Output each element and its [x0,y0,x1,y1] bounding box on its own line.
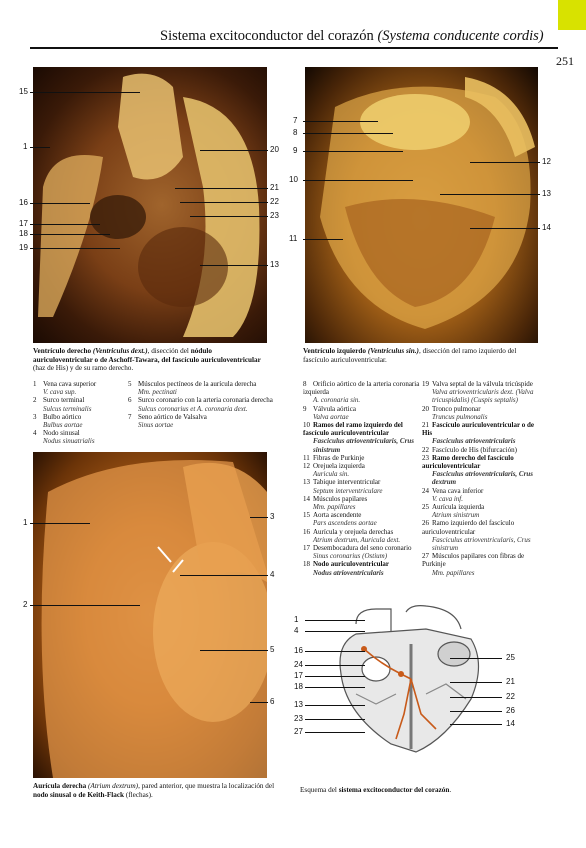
legend-latin-term: Sinus aortae [138,421,174,430]
legend-item [303,478,420,486]
legend-item [33,413,128,421]
leader-line [30,523,90,524]
leader-line [305,687,365,688]
photo1-label-22: 22 [270,197,279,206]
legend-number: 12 [303,462,310,471]
photo2-label-12: 12 [542,157,551,166]
photo1-label-19: 19 [19,243,28,252]
caption-text: (haz de His) y de su ramo derecho. [33,364,134,373]
photo3-label-3: 3 [270,512,275,521]
legend-latin-term: Pars ascendens aortae [313,519,377,528]
legend-item [303,544,420,552]
leader-line [303,239,343,240]
leader-line [450,682,502,683]
photo-left-ventricle [305,67,538,343]
caption-text: (flechas). [125,790,153,799]
leader-line [30,203,90,204]
legend-term: Músculos papilares [313,494,368,503]
legend-number: 10 [303,421,310,430]
legend-item [303,511,420,519]
legend-item [303,528,420,536]
legend-item [33,396,128,404]
leader-line [303,133,393,134]
legend-number: 2 [33,396,37,405]
diagram-label: 14 [506,719,515,728]
photo1-shapes [33,67,267,343]
leader-line [200,265,268,266]
legend-latin-term: Atrium dextrum, Auricula dext. [313,535,401,544]
legend-number: 8 [303,380,307,388]
legend-term: Seno aórtico de Valsalva [138,412,207,421]
photo1-label-1: 1 [23,142,28,151]
legend-list-col2 [422,380,540,577]
legend-latin-term: Valva aortae [313,412,349,421]
legend-item [422,552,540,568]
caption-text: , disección del ramo izquierdo del fascículo auriculoventricular. [303,347,517,364]
legend-item [422,454,540,470]
photo1-label-16: 16 [19,198,28,207]
photo2-label-13: 13 [542,189,551,198]
leader-line [180,575,268,576]
caption-text: . [449,786,452,794]
diagram-label: 1 [294,615,299,624]
legend-term: Fascículo auriculoventricular o de His [422,421,534,438]
leader-line [303,121,378,122]
photo1-label-13: 13 [270,260,279,269]
legend-term: Vena cava superior [43,380,97,388]
legend-latin-term: A. coronaria sin. [313,396,361,405]
legend-item [303,560,420,568]
legend-latin-term: Sulcus coronarius et A. coronaria dext. [138,404,248,413]
photo2-label-14: 14 [542,223,551,232]
photo2-shapes [305,67,538,343]
leader-line [305,705,365,706]
legend-latin-term: Mm. papillares [432,568,475,577]
diagram-label: 27 [294,727,303,736]
photo2-label-7: 7 [293,116,298,125]
legend-latin-term: Nodus sinuatrialis [43,437,95,446]
legend-item [303,405,420,413]
photo3-label-6: 6 [270,697,275,706]
title-latin: (Systema conducente cordis) [377,28,544,44]
photo1-label-23: 23 [270,211,279,220]
photo1-label-18: 18 [19,229,28,238]
caption-text: Esquema del [300,786,337,794]
legend-number: 20 [422,404,429,413]
legend-number: 14 [303,494,310,503]
legend-latin-term: Sinus coronarius (Ostium) [313,552,388,561]
legend-number: 25 [422,503,429,512]
legend-term: Surco coronario con la arteria coronaria derecha [138,396,273,405]
leader-line [303,180,413,181]
legend-term: Fascículo de His (bifurcación) [432,445,517,454]
caption-latin: (Atrium dextrum) [87,782,139,790]
leader-line [305,719,365,720]
photo2-label-8: 8 [293,128,298,137]
figure1-caption [33,347,273,373]
legend-item [128,380,278,388]
leader-line [305,651,365,652]
diagram-label: 21 [506,677,515,686]
title-main: Sistema excitoconductor del corazón [160,28,374,44]
leader-line [440,194,540,195]
leader-line [200,650,268,651]
legend-term: Tabique interventricular [313,478,381,487]
diagram-label: 4 [294,626,299,635]
legend-item [128,396,278,404]
legend-number: 9 [303,404,307,413]
photo1-label-17: 17 [19,219,28,228]
photo3-label-1: 1 [23,518,28,527]
legend-list-left [33,380,128,446]
leader-line [305,732,365,733]
legend-number: 23 [422,453,429,462]
photo1-label-15: 15 [19,87,28,96]
legend-term: Fibras de Purkinje [313,453,365,462]
leader-line [470,162,540,163]
legend-number: 17 [303,544,310,553]
legend-item [422,405,540,413]
diagram-label: 17 [294,671,303,680]
leader-line [180,202,268,203]
caption-bold: Aurícula derecha [33,782,87,790]
photo2-label-9: 9 [293,146,298,155]
legend-item [422,487,540,495]
leader-line [450,711,502,712]
legend-item [303,462,420,470]
legend-number: 19 [422,380,429,388]
caption-bold: nódulo auriculoventricular o de Aschoff-Tawara, del fascículo auriculoventricular [33,347,261,364]
caption-text: , pared anterior, que muestra la localización del [138,782,275,790]
leader-line [175,188,268,189]
leader-line [305,620,365,621]
legend-term: Aurícula y orejuela derechas [313,527,394,536]
legend-term: Válvula aórtica [313,404,356,413]
legend-term: Aorta ascendente [313,511,362,520]
leader-line [30,248,120,249]
legend-latin-term: Atrium sinistrum [432,511,480,520]
legend-item [303,495,420,503]
legend-term: Orejuela izquierda [313,462,365,471]
legend-term: Ramo derecho del fascículo auriculoventricular [422,453,514,471]
figure3-caption [33,782,283,799]
page-title [160,28,544,45]
legend-number: 21 [422,421,429,430]
legend-term: Aurícula izquierda [432,503,485,512]
legend-latin-term: Fasciculus atrioventricularis, Crus dextrum [432,470,533,487]
leader-line [305,676,365,677]
diagram-label: 23 [294,714,303,723]
photo2-label-11: 11 [289,234,298,243]
legend-number: 11 [303,453,310,462]
legend-term: Bulbo aórtico [43,412,82,421]
leader-line [200,150,268,151]
leader-line [190,216,268,217]
photo3-label-2: 2 [23,600,28,609]
photo-right-ventricle [33,67,267,343]
caption-bold: Ventrículo derecho [33,347,92,355]
legend-number: 6 [128,396,132,405]
page-number: 251 [556,54,574,68]
leader-line [30,224,100,225]
caption-text: , disección del [147,347,189,355]
legend-latin-term: Mm. pectinati [138,388,177,397]
legend-term: Orificio aórtico de la arteria coronaria izquierda [303,380,420,397]
legend-latin-term: V. cava inf. [432,494,463,503]
legend-item [422,421,540,437]
leader-line [30,92,140,93]
photo-right-atrium [33,452,267,778]
caption-latin: (Ventriculus sin.) [367,347,419,355]
legend-number: 18 [303,560,310,569]
legend-latin-term: Nodus atrioventricularis [313,568,384,577]
legend-number: 22 [422,445,429,454]
photo3-label-5: 5 [270,645,275,654]
legend-number: 15 [303,511,310,520]
legend-latin-term: Septum interventriculare [313,486,383,495]
legend-latin-term: Auricula sin. [313,470,350,479]
leader-line [250,702,268,703]
legend-item [303,380,420,396]
legend-term: Desembocadura del seno coronario [313,544,412,553]
legend-number: 26 [422,519,429,528]
legend-item [422,503,540,511]
legend-term: Músculos papilares con fibras de Purkinje [422,552,525,569]
legend-term: Vena cava inferior [432,486,484,495]
legend-latin-term: Truncus pulmonalis [432,412,488,421]
legend-number: 7 [128,412,132,421]
legend-latin-term: Fasciculus atrioventricularis, Crus sinistrum [313,437,414,454]
legend-number: 3 [33,412,37,421]
legend-item [128,413,278,421]
legend-list-col1 [303,380,420,577]
diagram-label: 13 [294,700,303,709]
legend-term: Ramos del ramo izquierdo del fascículo auriculoventricular [303,421,403,438]
legend-latin-term: Valva atrioventricularis dext. (Valva tricuspidalis) (Cuspis septalis) [432,388,534,405]
page-tab-marker [558,0,586,30]
legend-number: 1 [33,380,37,388]
legend-latin-term: Sulcus terminalis [43,404,92,413]
legend-number: 13 [303,478,310,487]
diagram-label: 22 [506,692,515,701]
leader-line [470,228,540,229]
legend-latin-term: Bulbus aortae [43,421,83,430]
legend-item [33,380,128,388]
legend-latin-term: Fasciculus atrioventricularis, Crus sinistrum [432,535,531,553]
legend-number: 16 [303,527,310,536]
photo1-label-20: 20 [270,145,279,154]
diagram-label: 26 [506,706,515,715]
legend-term: Tronco pulmonar [432,404,481,413]
diagram-label: 24 [294,660,303,669]
leader-line [30,147,50,148]
figure2-caption [303,347,543,364]
legend-term: Surco terminal [43,396,85,405]
legend-term: Nodo sinusal [43,429,80,438]
legend-item [422,380,540,388]
leader-line [303,151,403,152]
legend-term: Nodo auriculoventricular [313,560,390,569]
leader-line [250,517,268,518]
legend-list-middle [128,380,278,429]
caption-bold: sistema excitoconductor del corazón [338,786,450,794]
photo3-label-4: 4 [270,570,275,579]
diagram-label: 25 [506,653,515,662]
header-rule [30,47,558,49]
legend-latin-term: V. cava sup. [43,388,77,397]
legend-item [422,446,540,454]
legend-item [422,519,540,535]
legend-item [303,421,420,437]
photo2-label-10: 10 [289,175,298,184]
legend-number: 4 [33,429,37,438]
leader-line [305,631,365,632]
legend-item [303,454,420,462]
legend-term: Valva septal de la válvula tricúspide [432,380,533,388]
leader-line [30,605,140,606]
diagram-label: 16 [294,646,303,655]
photo1-label-21: 21 [270,183,279,192]
legend-latin-term: Fasciculus atrioventricularis [432,437,516,446]
caption-latin: (Ventriculus dext.) [92,347,148,355]
leader-line [305,665,365,666]
caption-bold: nodo sinusal o de Keith-Flack [33,790,125,799]
photo3-shapes [33,452,267,778]
legend-item [33,429,128,437]
leader-line [450,658,502,659]
legend-number: 27 [422,552,429,561]
leader-line [450,724,502,725]
legend-term: Músculos pectíneos de la aurícula derecha [138,380,257,388]
leader-line [30,234,110,235]
legend-number: 24 [422,486,429,495]
legend-term: Ramo izquierdo del fascículo auriculoventricular [422,519,515,536]
legend-number: 5 [128,380,132,388]
caption-bold: Ventrículo izquierdo [303,347,367,355]
diagram-label: 18 [294,682,303,691]
legend-latin-term: Mm. papillares [313,503,356,512]
leader-line [450,697,502,698]
diagram-caption [300,786,451,794]
